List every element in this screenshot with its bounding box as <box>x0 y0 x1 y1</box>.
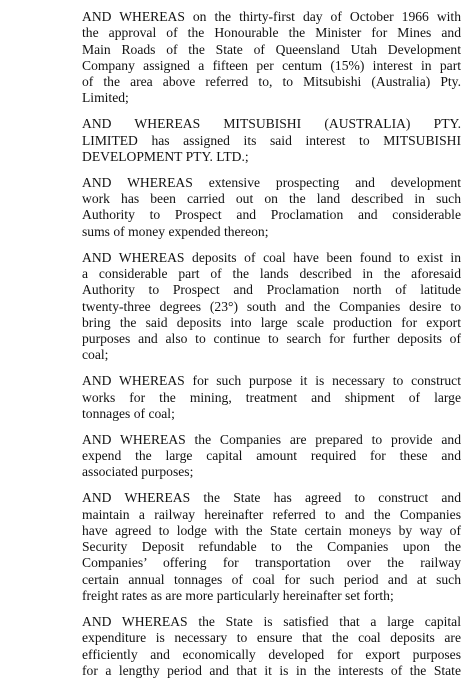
text-line: of the area above referred to, to Mitsubishi (Australia) Pty. <box>82 74 461 90</box>
paragraph-capital-amount <box>82 432 461 481</box>
text-line: efficiently and economically developed for export purposes <box>82 646 461 662</box>
paragraph-state-satisfied <box>82 614 461 679</box>
text-line: certain annual tonnages of coal for such period and at such <box>82 571 461 587</box>
paragraph-coal-deposits <box>82 250 461 364</box>
text-line: the approval of the Honourable the Minister for Mines and <box>82 25 461 41</box>
text-line: work has been carried out on the land described in such <box>82 191 461 207</box>
text-line: expenditure is necessary to ensure that the coal deposits are <box>82 630 461 646</box>
paragraph-prospecting-work <box>82 175 461 240</box>
text-line: associated purposes; <box>82 464 194 480</box>
text-line: AND WHEREAS MITSUBISHI (AUSTRALIA) PTY. <box>82 116 461 132</box>
text-line: have agreed to lodge with the State certain moneys by way of <box>82 522 461 538</box>
text-line: tonnages of coal; <box>82 405 175 421</box>
text-line: AND WHEREAS deposits of coal have been found to exist in <box>82 249 461 265</box>
text-line: a considerable part of the lands described in the aforesaid <box>82 265 461 281</box>
text-line: maintain a railway hereinafter referred to and the Companies <box>82 506 461 522</box>
text-line: sums of money expended thereon; <box>82 223 269 239</box>
text-line: AND WHEREAS for such purpose it is necessary to construct <box>82 373 461 389</box>
text-line: AND WHEREAS the Companies are prepared to provide and <box>82 431 461 447</box>
text-line: bring the said deposits into large scale production for export <box>82 314 461 330</box>
text-line: Main Roads of the State of Queensland Utah Development <box>82 41 461 57</box>
text-line: Security Deposit refundable to the Companies upon the <box>82 539 461 555</box>
text-line: Company assigned a fifteen per centum (15%) interest in part <box>82 57 461 73</box>
text-line: freight rates as are more particularly hereinafter set forth; <box>82 588 394 604</box>
paragraph-interest-assigned <box>82 116 461 165</box>
text-line: coal; <box>82 347 109 363</box>
text-line: DEVELOPMENT PTY. LTD.; <box>82 148 249 164</box>
document-body <box>82 9 461 689</box>
text-line: AND WHEREAS extensive prospecting and development <box>82 174 461 190</box>
paragraph-construct-works <box>82 373 461 422</box>
text-line: LIMITED has assigned its said interest to MITSUBISHI <box>82 132 461 148</box>
text-line: AND WHEREAS on the thirty-first day of October 1966 with <box>82 9 461 24</box>
text-line: purposes and also to continue to search for further deposits of <box>82 331 461 347</box>
paragraph-mitsubishi-assignment <box>82 9 461 107</box>
text-line: Authority to Prospect and Proclamation and considerable <box>82 207 461 223</box>
text-line: twenty-three degrees (23°) south and the Companies desire to <box>82 298 461 314</box>
text-line: Companies’ offering for transportation over the railway <box>82 555 461 571</box>
text-line: expend the large capital amount required for these and <box>82 448 461 464</box>
text-line: AND WHEREAS the State is satisfied that a large capital <box>82 613 461 629</box>
paragraph-railway-security-deposit <box>82 490 461 604</box>
text-line: for a lengthy period and that it is in the interests of the State <box>82 662 461 678</box>
text-line: Authority to Prospect and Proclamation north of latitude <box>82 282 461 298</box>
text-line: Limited; <box>82 90 129 106</box>
text-line: works for the mining, treatment and shipment of large <box>82 389 461 405</box>
text-line: AND WHEREAS the State has agreed to construct and <box>82 490 461 506</box>
